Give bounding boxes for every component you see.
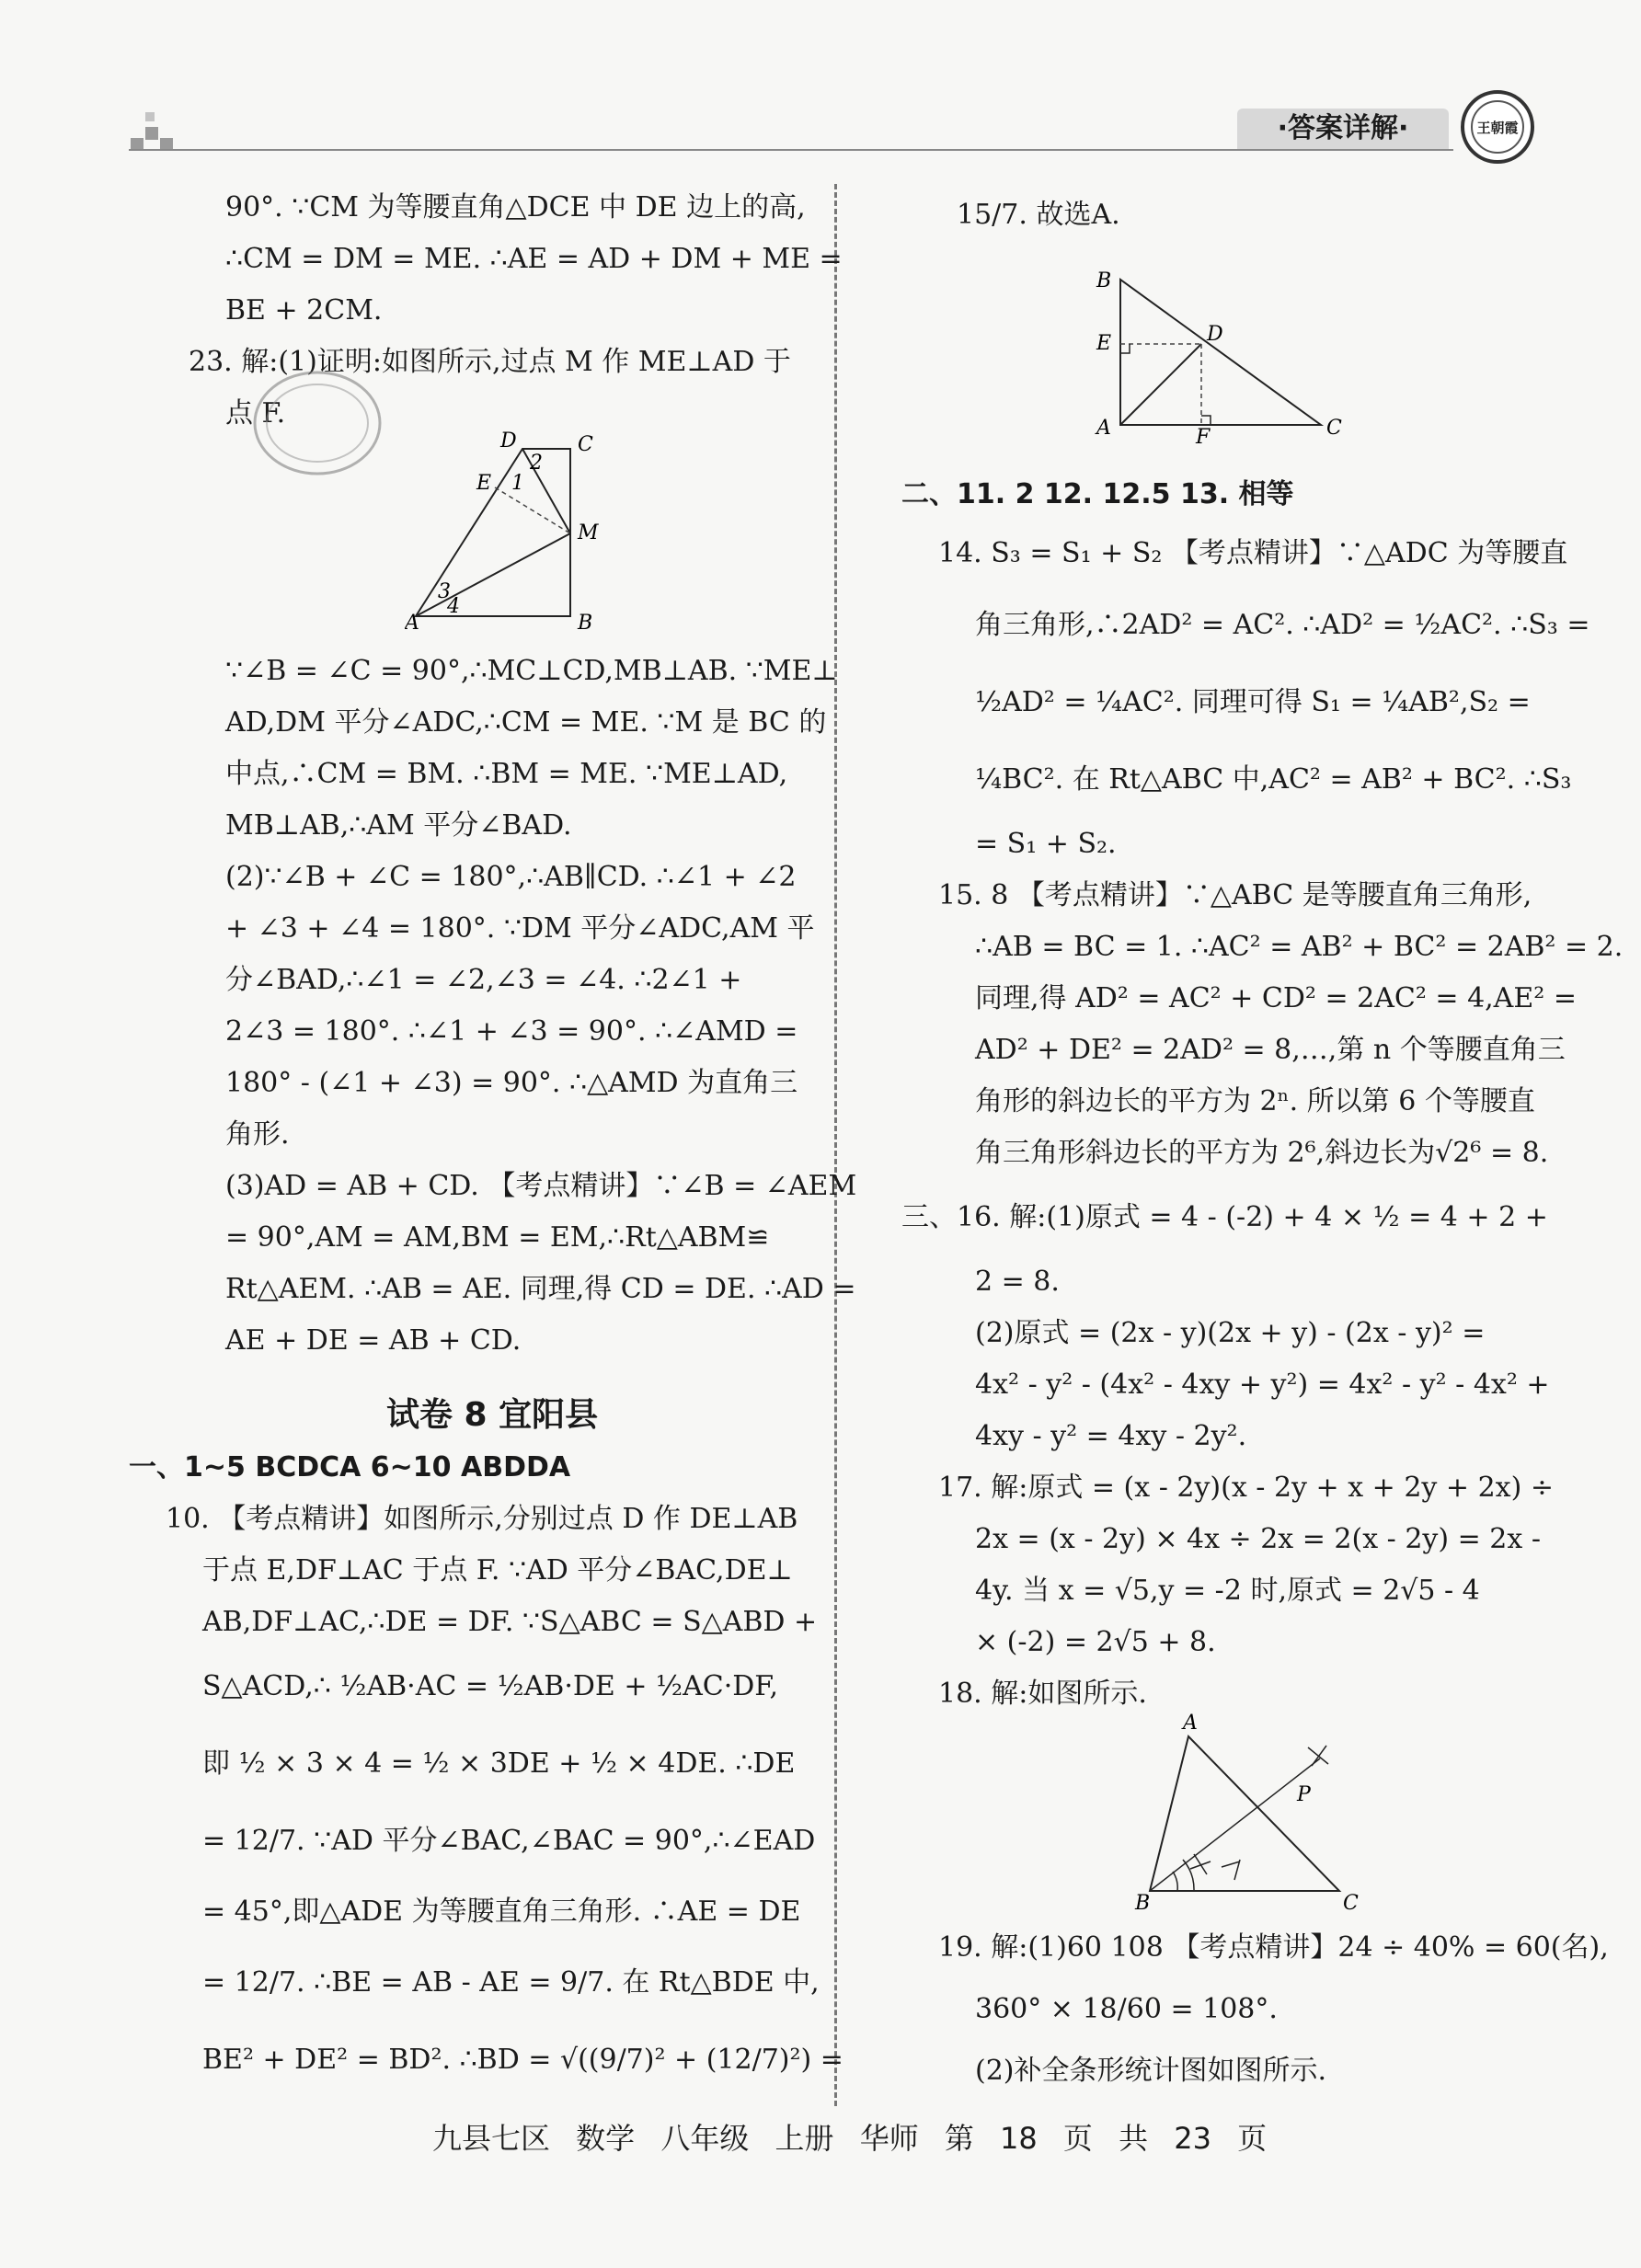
text-line: AD² + DE² = 2AD² = 8,…,第 n 个等腰直角三 <box>975 1034 1566 1066</box>
text-line: + ∠3 + ∠4 = 180°. ∵DM 平分∠ADC,AM 平 <box>225 912 815 945</box>
svg-text:P: P <box>1297 1783 1311 1806</box>
svg-text:C: C <box>578 433 593 456</box>
right-column <box>901 469 1623 1720</box>
text-line: 180° - (∠1 + ∠3) = 90°. ∴△AMD 为直角三 <box>225 1067 798 1099</box>
question-15: 15. 8 【考点精讲】∵△ABC 是等腰直角三角形, <box>938 879 1532 911</box>
svg-text:2: 2 <box>530 452 543 475</box>
text-line: = 12/7. ∴BE = AB - AE = 9/7. 在 Rt△BDE 中, <box>202 1966 820 1999</box>
question-18: 18. 解:如图所示. <box>938 1678 1147 1710</box>
question-14: 14. S₃ = S₁ + S₂ 【考点精讲】∵△ADC 为等腰直 <box>938 537 1568 569</box>
svg-text:C: C <box>1343 1892 1359 1913</box>
logo-text: 王朝霞 <box>1476 120 1519 136</box>
figure-q10 <box>1085 259 1352 443</box>
svg-text:D: D <box>500 430 517 452</box>
text-line: 角三角形,∴2AD² = AC². ∴AD² = ½AC². ∴S₃ = <box>975 609 1590 641</box>
svg-text:3: 3 <box>438 580 451 603</box>
text-line: = 90°,AM = AM,BM = EM,∴Rt△ABM≌ <box>225 1221 770 1254</box>
text-line: ∴AB = BC = 1. ∴AC² = AB² + BC² = 2AB² = 2. <box>975 931 1624 963</box>
page-footer: 九县七区 数学 八年级 上册 华师 第 18 页 共 23 页 <box>432 2121 1268 2156</box>
text-line: 角三角形斜边长的平方为 2⁶,斜边长为√2⁶ = 8. <box>975 1137 1549 1169</box>
text-line: 点 F. <box>225 397 286 430</box>
answer-row: 一、1~5 BCDCA 6~10 ABDDA <box>129 1451 571 1483</box>
text-line: AB,DF⊥AC,∴DE = DF. ∵S△ABC = S△ABD + <box>202 1606 818 1638</box>
text-line: ½AD² = ¼AC². 同理可得 S₁ = ¼AB²,S₂ = <box>975 686 1531 718</box>
svg-text:A: A <box>1096 417 1111 440</box>
right-column-top <box>957 189 1120 241</box>
left-column-section8 <box>129 1442 843 2099</box>
text-line: AD,DM 平分∠ADC,∴CM = ME. ∵M 是 BC 的 <box>225 706 827 739</box>
text-line: (2)原式 = (2x - y)(2x + y) - (2x - y)² = <box>975 1317 1486 1349</box>
svg-text:4: 4 <box>447 595 460 618</box>
svg-text:F: F <box>1196 426 1211 443</box>
text-line: 即 ½ × 3 × 4 = ½ × 3DE + ½ × 4DE. ∴DE <box>202 1747 796 1780</box>
svg-text:A: A <box>405 612 419 635</box>
question-17: 17. 解:原式 = (x - 2y)(x - 2y + x + 2y + 2x) ÷ <box>938 1472 1554 1504</box>
text-line: AE + DE = AB + CD. <box>225 1324 522 1357</box>
text-line: 15/7. 故选A. <box>957 199 1120 231</box>
text-line: (3)AD = AB + CD. 【考点精讲】∵∠B = ∠AEM <box>225 1170 857 1202</box>
text-line: = 12/7. ∵AD 平分∠BAC,∠BAC = 90°,∴∠EAD <box>202 1825 816 1857</box>
answer-row: 二、11. 2 12. 12.5 13. 相等 <box>901 478 1294 510</box>
header-badge: ·答案详解· <box>1237 109 1449 149</box>
text-line: 4y. 当 x = √5,y = -2 时,原式 = 2√5 - 4 <box>975 1575 1480 1607</box>
text-line: ¼BC². 在 Rt△ABC 中,AC² = AB² + BC². ∴S₃ <box>975 763 1572 796</box>
text-line: 2 = 8. <box>975 1266 1060 1298</box>
text-line: S△ACD,∴ ½AB·AC = ½AB·DE + ½AC·DF, <box>202 1670 778 1702</box>
svg-text:B: B <box>1096 269 1112 292</box>
text-line: (2)∵∠B + ∠C = 180°,∴AB∥CD. ∴∠1 + ∠2 <box>225 861 797 893</box>
svg-text:B: B <box>578 612 593 635</box>
homework-stamp-icon <box>248 363 386 483</box>
text-line: 分∠BAD,∴∠1 = ∠2,∠3 = ∠4. ∴2∠1 + <box>225 964 742 996</box>
question-10: 10. 【考点精讲】如图所示,分别过点 D 作 DE⊥AB <box>166 1503 798 1535</box>
svg-text:E: E <box>476 472 492 495</box>
svg-text:A: A <box>1183 1712 1198 1735</box>
text-line: 2x = (x - 2y) × 4x ÷ 2x = 2(x - 2y) = 2x - <box>975 1523 1541 1555</box>
text-line: 2∠3 = 180°. ∴∠1 + ∠3 = 90°. ∴∠AMD = <box>225 1015 798 1048</box>
text-line: ∴CM = DM = ME. ∴AE = AD + DM + ME = <box>225 243 843 275</box>
text-line: = 45°,即△ADE 为等腰直角三角形. ∴AE = DE <box>202 1896 801 1928</box>
text-line: 4xy - y² = 4xy - 2y². <box>975 1420 1247 1452</box>
text-line: 中点,∴CM = BM. ∴BM = ME. ∵ME⊥AD, <box>225 758 788 790</box>
svg-text:E: E <box>1096 332 1112 355</box>
question-23: 23. 解:(1)证明:如图所示,过点 M 作 ME⊥AD 于 <box>189 346 791 378</box>
text-line: BE + 2CM. <box>225 294 383 326</box>
text-line: × (-2) = 2√5 + 8. <box>975 1626 1216 1658</box>
text-line: 于点 E,DF⊥AC 于点 F. ∵AD 平分∠BAC,DE⊥ <box>202 1554 793 1586</box>
figure-q18 <box>1131 1711 1371 1913</box>
svg-text:B: B <box>1135 1892 1151 1913</box>
text-line: BE² + DE² = BD². ∴BD = √((9/7)² + (12/7)²) = <box>202 2044 843 2076</box>
text-line: (2)补全条形统计图如图所示. <box>975 2055 1327 2087</box>
svg-text:D: D <box>1207 323 1223 346</box>
svg-text:M: M <box>578 521 599 544</box>
text-line: 90°. ∵CM 为等腰直角△DCE 中 DE 边上的高, <box>225 191 806 223</box>
publisher-logo-icon <box>1468 97 1527 156</box>
text-line: Rt△AEM. ∴AB = AE. 同理,得 CD = DE. ∴AD = <box>225 1273 856 1305</box>
left-column-continued <box>225 646 856 1367</box>
question-19: 19. 解:(1)60 108 【考点精讲】24 ÷ 40% = 60(名), <box>938 1931 1609 1964</box>
text-line: 360° × 18/60 = 108°. <box>975 1993 1278 2025</box>
text-line: 角形的斜边长的平方为 2ⁿ. 所以第 6 个等腰直 <box>975 1085 1535 1117</box>
text-line: 角形. <box>225 1118 290 1151</box>
text-line: MB⊥AB,∴AM 平分∠BAD. <box>225 809 572 842</box>
svg-text:C: C <box>1326 417 1342 440</box>
text-line: = S₁ + S₂. <box>975 828 1117 860</box>
section-title: 试卷 8 宜阳县 <box>386 1396 599 1434</box>
publisher-logo <box>1461 90 1534 164</box>
svg-text:1: 1 <box>511 472 524 495</box>
text-line: 4x² - y² - (4x² - 4xy + y²) = 4x² - y² - 4x² + <box>975 1369 1550 1401</box>
right-column-bottom <box>938 1922 1609 2097</box>
text-line: ∵∠B = ∠C = 90°,∴MC⊥CD,MB⊥AB. ∵ME⊥ <box>225 655 838 687</box>
figure-q23 <box>405 423 607 635</box>
question-16: 三、16. 解:(1)原式 = 4 - (-2) + 4 × ½ = 4 + 2 + <box>901 1201 1548 1233</box>
header-rule <box>129 149 1453 151</box>
text-line: 同理,得 AD² = AC² + CD² = 2AC² = 4,AE² = <box>975 982 1577 1014</box>
